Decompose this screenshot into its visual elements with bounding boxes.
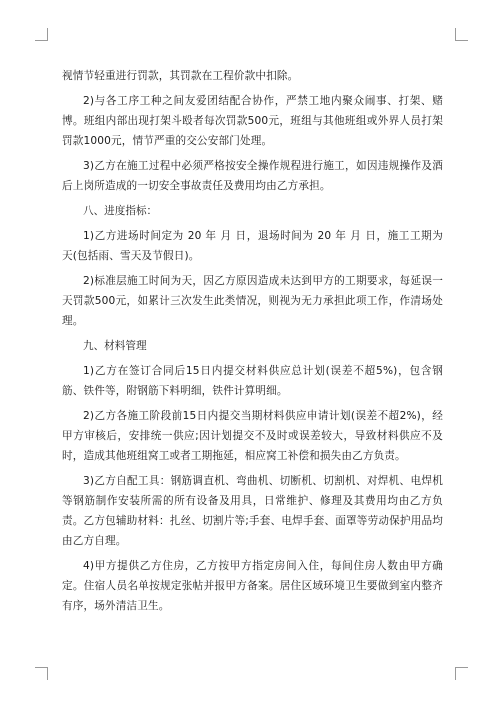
crop-mark-bottom-right bbox=[455, 667, 468, 680]
crop-mark-top-left bbox=[35, 28, 48, 41]
paragraph-continuation: 视情节轻重进行罚款，其罚款在工程价款中扣除。 bbox=[62, 70, 299, 82]
paragraph-tools: 3)乙方自配工具：钢筋调直机、弯曲机、切断机、切割机、对焊机、电焊机等钢筋制作安装所需的所有设备及用具，日常维护、修理及其费用均由乙方负责。乙方包辅助材料：扎丝、切割片等;手套、电焊手套、面罩等劳动保护用品均由乙方自理。 bbox=[62, 475, 443, 547]
paragraph-material-plan: 1)乙方在签订合同后15日内提交材料供应总计划(误差不超5%)，包含钢筋、铁件等，附钢筋下料明细，铁件计算明细。 bbox=[62, 365, 443, 397]
paragraph-safety-rules: 3)乙方在施工过程中必须严格按安全操作规程进行施工，如因违规操作及酒后上岗所造成的一切安全事故责任及费用均由乙方承担。 bbox=[62, 160, 443, 192]
paragraph-housing: 4)甲方提供乙方住房，乙方按甲方指定房间入住，每间住房人数由甲方确定。住宿人员名单按规定张帖并报甲方备案。居住区域环境卫生要做到室内整齐有序，场外清洁卫生。 bbox=[62, 560, 443, 612]
section-heading-materials: 九、材料管理 bbox=[83, 340, 147, 352]
crop-mark-top-right bbox=[455, 28, 468, 41]
crop-mark-bottom-left bbox=[35, 667, 48, 680]
document-body bbox=[62, 66, 443, 621]
paragraph-conduct-rules: 2)与各工序工种之间友爱团结配合协作，严禁工地内聚众闹事、打架、赌博。班组内部出现打架斗殴者每次罚款500元，班组与其他班组或外界人员打架罚款1000元，情节严重的交公安部门处理。 bbox=[62, 95, 443, 147]
section-heading-progress: 八、进度指标： bbox=[83, 205, 158, 217]
paragraph-material-request: 2)乙方各施工阶段前15日内提交当期材料供应申请计划(误差不超2%)，经甲方审核后，安排统一供应;因计划提交不及时或误差较大，导致材料供应不及时，造成其他班组窝工或者工期拖延，相应窝工补偿和损失由乙方负责。 bbox=[62, 410, 443, 462]
paragraph-schedule: 1)乙方进场时间定为 20 年 月 日，退场时间为 20 年 月 日，施工工期为 天(包括雨、雪天及节假日)。 bbox=[62, 230, 443, 262]
paragraph-delay-penalty: 2)标准层施工时间为天，因乙方原因造成未达到甲方的工期要求，每延误一天罚款500元，如累计三次发生此类情况，则视为无力承担此项工作，作清场处理。 bbox=[62, 275, 443, 327]
